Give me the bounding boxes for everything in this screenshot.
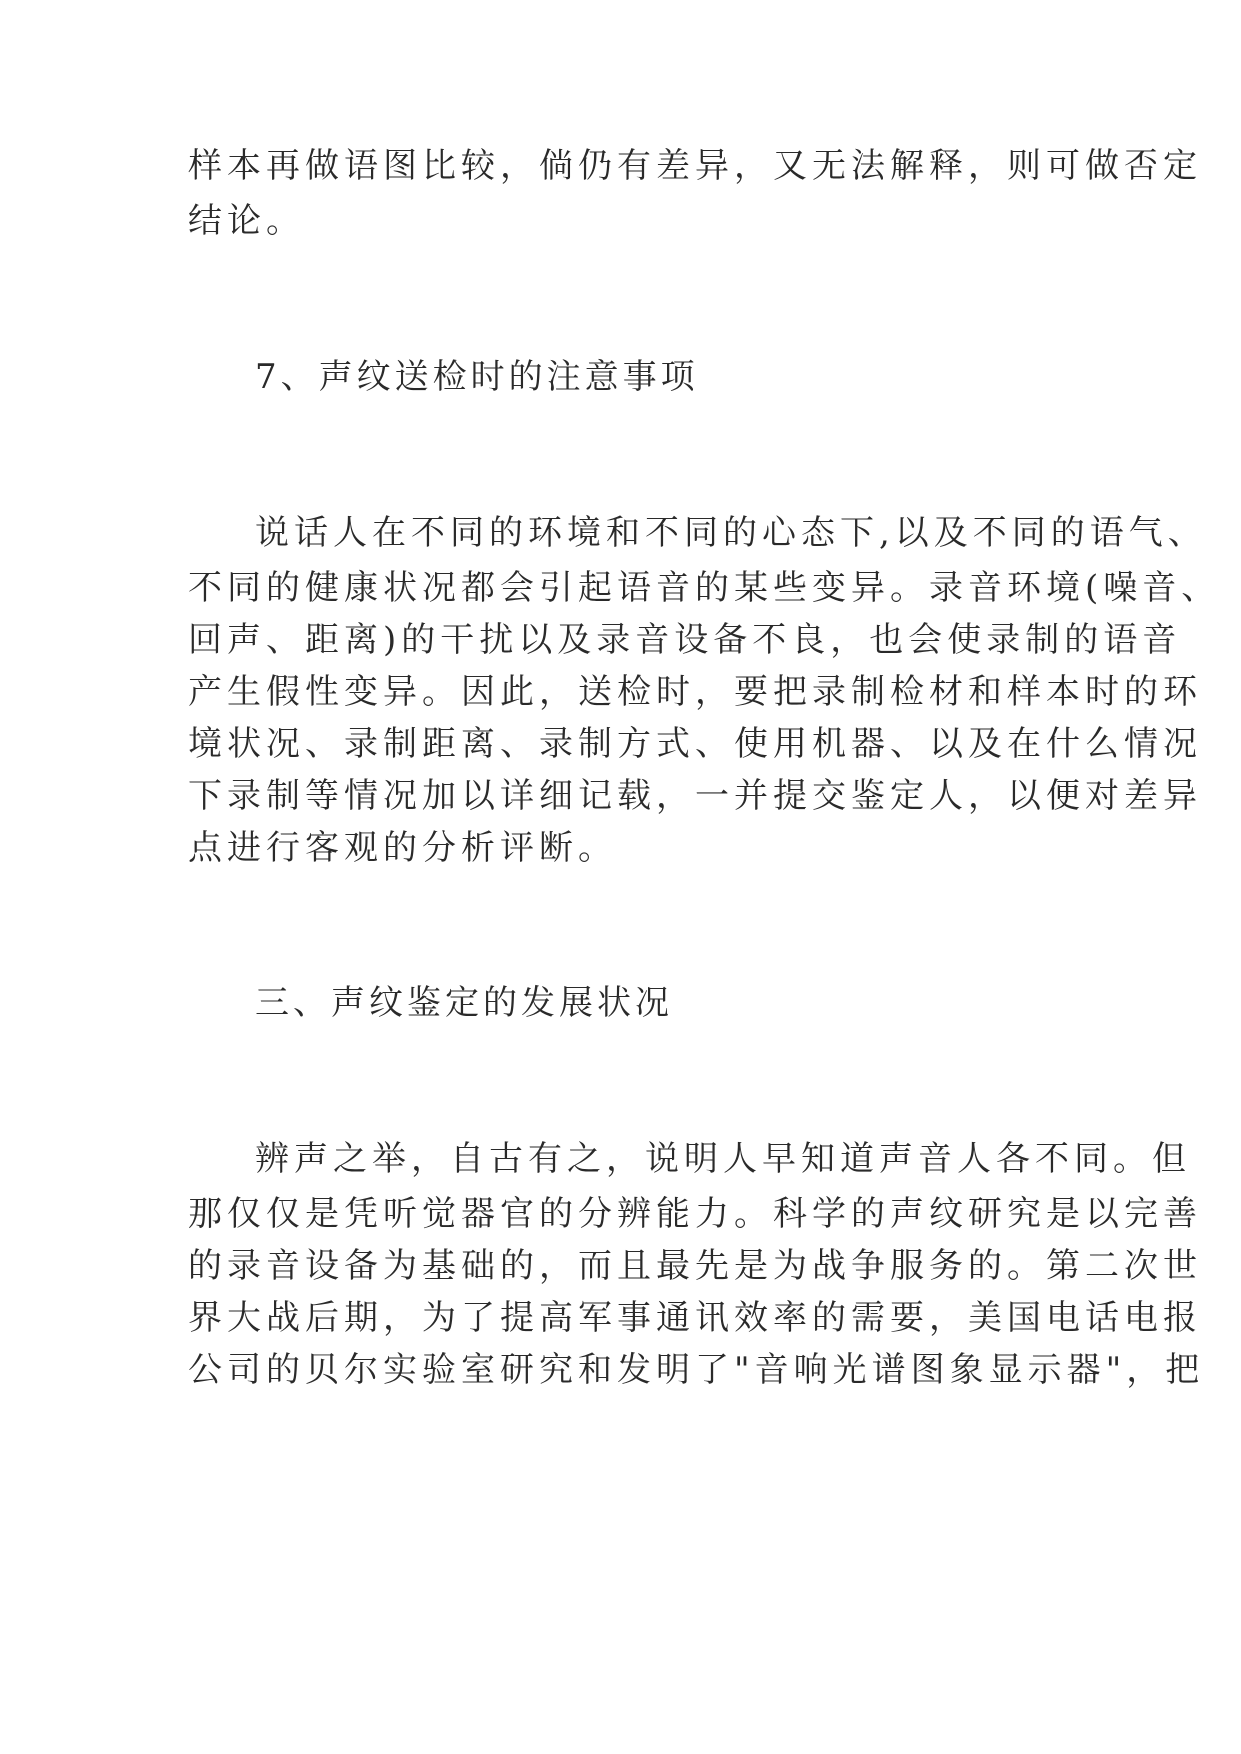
paragraph-b-line-4: 产生假性变异。因此，送检时，要把录制检材和样本时的环 (188, 672, 1202, 712)
section-heading-3: 三、声纹鉴定的发展状况 (255, 983, 673, 1023)
paragraph-b-line-7: 点进行客观的分析评断。 (188, 828, 617, 868)
paragraph-c-line-2: 那仅仅是凭听觉器官的分辨能力。科学的声纹研究是以完善 (188, 1194, 1202, 1234)
paragraph-b-line-2: 不同的健康状况都会引起语音的某些变异。录音环境(噪音、 (188, 568, 1221, 608)
paragraph-c-line-1: 辨声之举，自古有之，说明人早知道声音人各不同。但 (255, 1139, 1191, 1179)
paragraph-b-line-6: 下录制等情况加以详细记载，一并提交鉴定人，以便对差异 (188, 776, 1202, 816)
section-heading-7: 7、声纹送检时的注意事项 (255, 357, 699, 397)
paragraph-b-line-3: 回声、距离)的干扰以及录音设备不良，也会使录制的语音 (188, 620, 1182, 660)
paragraph-c-line-4: 界大战后期，为了提高军事通讯效率的需要，美国电话电报 (188, 1298, 1202, 1338)
paragraph-c-line-3: 的录音设备为基础的，而且最先是为战争服务的。第二次世 (188, 1246, 1202, 1286)
paragraph-c-line-5: 公司的贝尔实验室研究和发明了"音响光谱图象显示器"，把 (188, 1350, 1205, 1390)
paragraph-a-line-1: 样本再做语图比较，倘仍有差异，又无法解释，则可做否定 (188, 146, 1202, 186)
paragraph-a-line-2: 结论。 (188, 201, 305, 241)
paragraph-b-line-1: 说话人在不同的环境和不同的心态下,以及不同的语气、 (255, 513, 1207, 553)
paragraph-b-line-5: 境状况、录制距离、录制方式、使用机器、以及在什么情况 (188, 724, 1202, 764)
